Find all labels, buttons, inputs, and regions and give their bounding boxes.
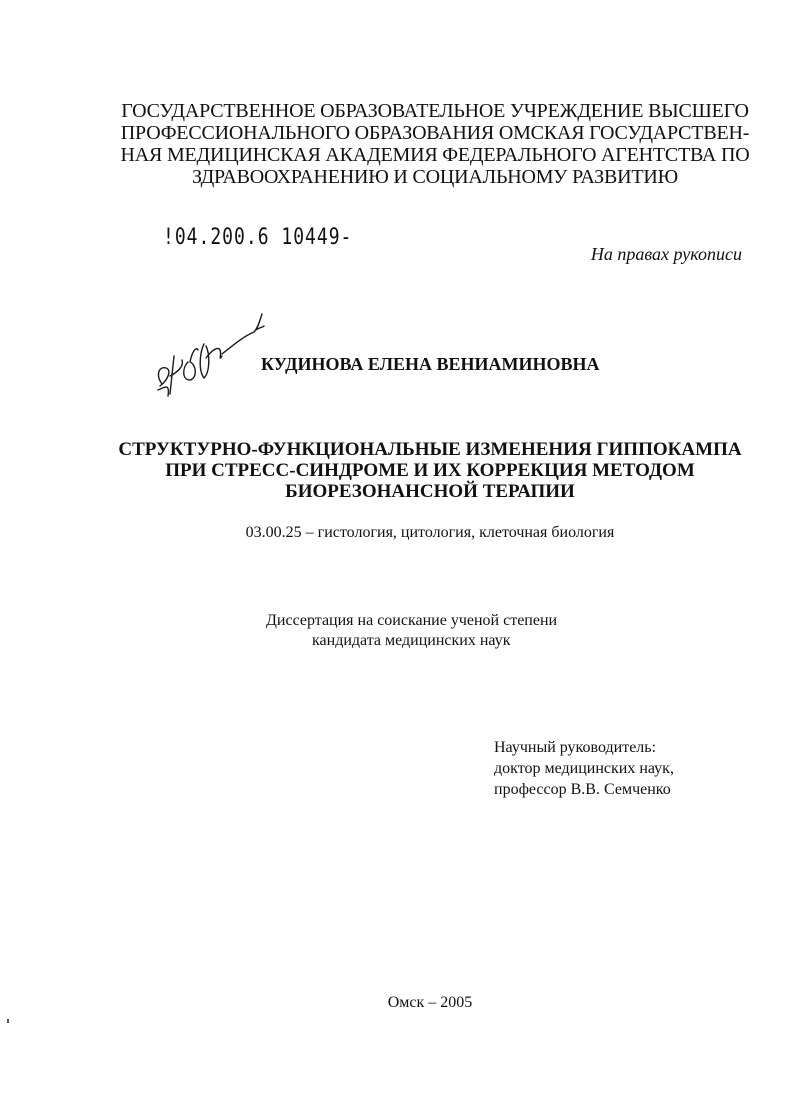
scan-speck <box>7 1019 9 1023</box>
author-name: КУДИНОВА ЕЛЕНА ВЕНИАМИНОВНА <box>261 354 600 374</box>
supervisor-degree: доктор медицинских наук, <box>494 760 674 777</box>
title-line: БИОРЕЗОНАНСНОЙ ТЕРАПИИ <box>285 481 575 502</box>
institution-line: ЗДРАВООХРАНЕНИЮ И СОЦИАЛЬНОМУ РАЗВИТИЮ <box>191 166 679 188</box>
title-line: СТРУКТУРНО-ФУНКЦИОНАЛЬНЫЕ ИЗМЕНЕНИЯ ГИППОКАМПА <box>118 439 742 460</box>
degree-line: Диссертация на соискание ученой степени <box>266 612 558 629</box>
specialty-code: 03.00.25 – гистология, цитология, клеточная биология <box>245 524 615 541</box>
supervisor-name: профессор В.В. Семченко <box>494 781 671 798</box>
institution-line: НАЯ МЕДИЦИНСКАЯ АКАДЕМИЯ ФЕДЕРАЛЬНОГО АГЕНТСТВА ПО <box>120 144 750 166</box>
rights-note: На правах рукописи <box>590 244 742 264</box>
scientific-supervisor <box>494 737 674 800</box>
institution-header <box>100 100 770 188</box>
archive-stamp-number: !04.200.6 10449- <box>163 224 353 251</box>
city-year: Омск – 2005 <box>387 994 473 1011</box>
title-line: ПРИ СТРЕСС-СИНДРОМЕ И ИХ КОРРЕКЦИЯ МЕТОДОМ <box>165 460 695 481</box>
degree-statement <box>266 611 557 651</box>
handwritten-signature <box>148 306 268 402</box>
supervisor-label: Научный руководитель: <box>494 739 657 756</box>
dissertation-title <box>100 439 760 502</box>
institution-line: ГОСУДАРСТВЕННОЕ ОБРАЗОВАТЕЛЬНОЕ УЧРЕЖДЕНИЕ ВЫСШЕГО <box>121 100 749 122</box>
degree-line: кандидата медицинских наук <box>312 632 511 649</box>
institution-line: ПРОФЕССИОНАЛЬНОГО ОБРАЗОВАНИЯ ОМСКАЯ ГОСУДАРСТВЕН- <box>120 122 750 144</box>
